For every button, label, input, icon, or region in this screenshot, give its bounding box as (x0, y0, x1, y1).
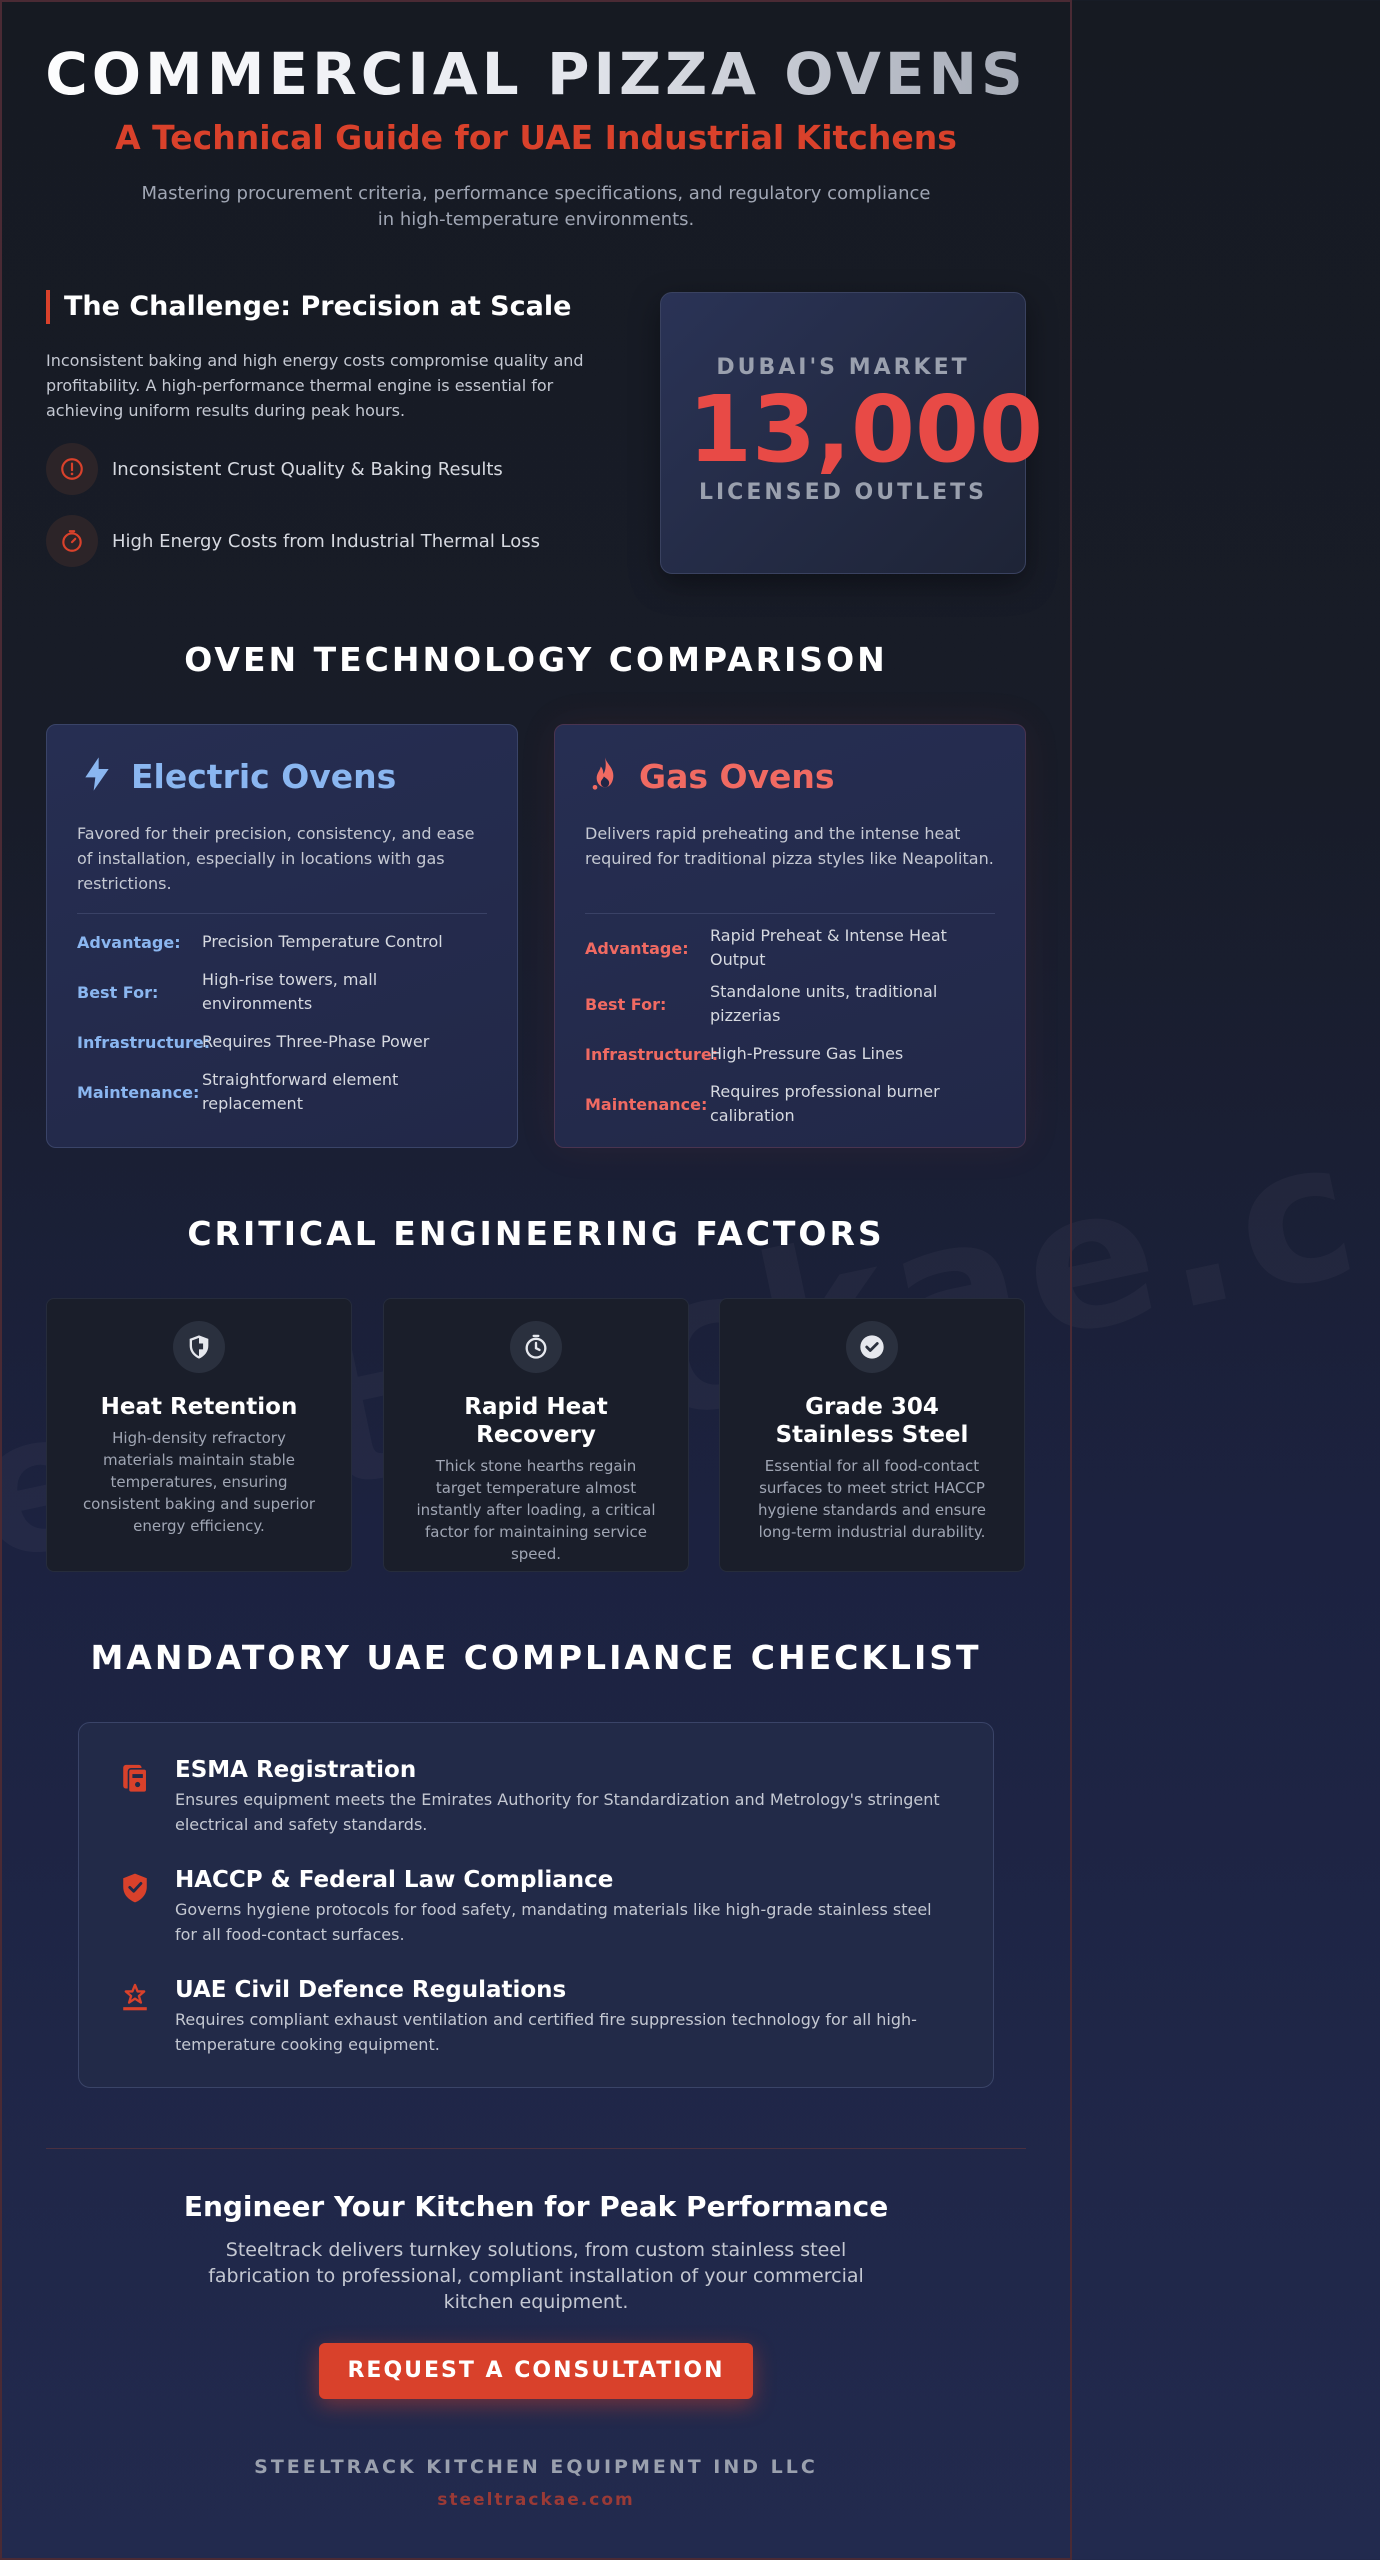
checklist-text (175, 1867, 953, 1947)
oven-name: Electric Ovens (131, 756, 397, 796)
website-link[interactable]: steeltrackae.com (437, 2490, 635, 2510)
issue-text: Inconsistent Crust Quality & Baking Results (112, 458, 503, 480)
check-circle-icon (846, 1321, 898, 1373)
header (0, 0, 1072, 233)
checklist-item (119, 1867, 953, 1947)
spec-row (77, 1068, 487, 1116)
oven-header (585, 753, 995, 799)
factor-card (46, 1298, 352, 1572)
checklist-title: HACCP & Federal Law Compliance (175, 1867, 614, 1893)
oven-name: Gas Ovens (639, 756, 835, 796)
spec-value: Precision Temperature Control (202, 932, 443, 951)
stat-label: DUBAI'S MARKET (716, 355, 970, 380)
divider (46, 2148, 1026, 2149)
divider (77, 913, 487, 914)
divider (585, 913, 995, 914)
spec-key: Advantage: (585, 938, 689, 958)
checklist-item (119, 1757, 953, 1837)
stat-value: 13,000 (688, 376, 1044, 483)
factor-title: Grade 304 Stainless Steel (775, 1394, 969, 1448)
checklist-item (119, 1977, 953, 2057)
electric-oven-card (46, 724, 518, 1148)
comparison-title: OVEN TECHNOLOGY COMPARISON (184, 640, 888, 679)
spec-value: High-rise towers, mall environments (202, 970, 378, 1013)
challenge-title: The Challenge: Precision at Scale (46, 290, 606, 324)
page-subtitle: A Technical Guide for UAE Industrial Kitchens (115, 118, 957, 157)
factor-title: Heat Retention (100, 1394, 298, 1420)
spec-row (77, 1024, 487, 1060)
spec-value: Requires professional burner calibration (710, 1082, 940, 1125)
factor-card (719, 1298, 1025, 1572)
shield-check-icon (119, 1867, 159, 1947)
factor-description: Essential for all food-contact surfaces to meet strict HACCP hygiene standards and ensure long-term industrial durability. (757, 1457, 987, 1541)
spec-value: Requires Three-Phase Power (202, 1032, 430, 1051)
spec-row (77, 968, 487, 1016)
stat-unit: LICENSED OUTLETS (698, 480, 988, 505)
checklist-text (175, 1757, 953, 1837)
spec-key: Best For: (77, 982, 159, 1002)
certificate-icon (119, 1757, 159, 1837)
checklist-text (175, 1977, 953, 2057)
spec-key: Maintenance: (585, 1094, 708, 1114)
challenge-description: Inconsistent baking and high energy costs compromise quality and profitability. A high-performance thermal engine is essential for achieving uniform results during peak hours. (46, 351, 584, 420)
checklist-title: ESMA Registration (175, 1757, 417, 1783)
factor-card (383, 1298, 689, 1572)
spec-row (585, 1080, 995, 1128)
factors-title: CRITICAL ENGINEERING FACTORS (187, 1214, 885, 1253)
factor-description: High-density refractory materials maintain stable temperatures, ensuring consistent baking and superior energy efficiency. (82, 1429, 316, 1535)
oven-description: Favored for their precision, consistency, and ease of installation, especially in locations with gas restrictions. (77, 824, 475, 893)
spec-key: Infrastructure: (585, 1044, 719, 1064)
alert-circle-icon (46, 443, 98, 495)
challenge-section (46, 290, 1044, 575)
cta-title: Engineer Your Kitchen for Peak Performance (183, 2190, 889, 2223)
request-consultation-button[interactable]: REQUEST A CONSULTATION (319, 2343, 753, 2399)
factor-title: Rapid Heat Recovery (464, 1394, 608, 1448)
compliance-title: MANDATORY UAE COMPLIANCE CHECKLIST (90, 1638, 982, 1677)
spec-key: Best For: (585, 994, 667, 1014)
lightning-icon (77, 754, 117, 798)
checklist-description: Ensures equipment meets the Emirates Authority for Standardization and Metrology's stringent electrical and safety standards. (175, 1790, 940, 1834)
issue-item (46, 515, 606, 567)
stopwatch-icon (510, 1321, 562, 1373)
gauge-icon (46, 515, 98, 567)
spec-key: Infrastructure: (77, 1032, 211, 1052)
page-title: COMMERCIAL PIZZA OVENS (0, 40, 1072, 108)
fire-extinguisher-icon (119, 1977, 159, 2057)
checklist-title: UAE Civil Defence Regulations (175, 1977, 567, 2003)
spec-row (77, 924, 487, 960)
spec-key: Maintenance: (77, 1082, 200, 1102)
spec-value: High-Pressure Gas Lines (710, 1044, 904, 1063)
shield-icon (173, 1321, 225, 1373)
spec-value: Rapid Preheat & Intense Heat Output (710, 926, 947, 969)
checklist-description: Requires compliant exhaust ventilation and certified fire suppression technology for all high-temperature cooking equipment. (175, 2010, 917, 2054)
oven-description: Delivers rapid preheating and the intense heat required for traditional pizza styles like Neapolitan. (585, 824, 994, 868)
cta-text: Steeltrack delivers turnkey solutions, from custom stainless steel fabrication to professional, compliant installation of your commercial kitchen equipment. (208, 2239, 864, 2313)
gas-oven-card (554, 724, 1026, 1148)
issue-text: High Energy Costs from Industrial Thermal Loss (112, 530, 541, 552)
flame-icon (585, 754, 625, 798)
spec-row (585, 924, 995, 972)
checklist-description: Governs hygiene protocols for food safety, mandating materials like high-grade stainless steel for all food-contact surfaces. (175, 1900, 932, 1944)
oven-header (77, 753, 487, 799)
issue-item (46, 443, 606, 495)
company-name: STEELTRACK KITCHEN EQUIPMENT IND LLC (254, 2456, 818, 2478)
spec-row (585, 980, 995, 1028)
footer (0, 2456, 1072, 2510)
tagline: Mastering procurement criteria, performance specifications, and regulatory compliance in high-temperature environments. (141, 183, 931, 230)
spec-key: Advantage: (77, 932, 181, 952)
spec-row (585, 1036, 995, 1072)
compliance-checklist (78, 1722, 994, 2088)
factor-description: Thick stone hearths regain target temperature almost instantly after loading, a critical factor for maintaining service speed. (416, 1457, 656, 1563)
cta-section (0, 2190, 1072, 2399)
spec-value: Standalone units, traditional pizzerias (710, 982, 938, 1025)
spec-value: Straightforward element replacement (202, 1070, 399, 1113)
challenge-text (46, 290, 606, 567)
market-stat-card (660, 292, 1044, 574)
